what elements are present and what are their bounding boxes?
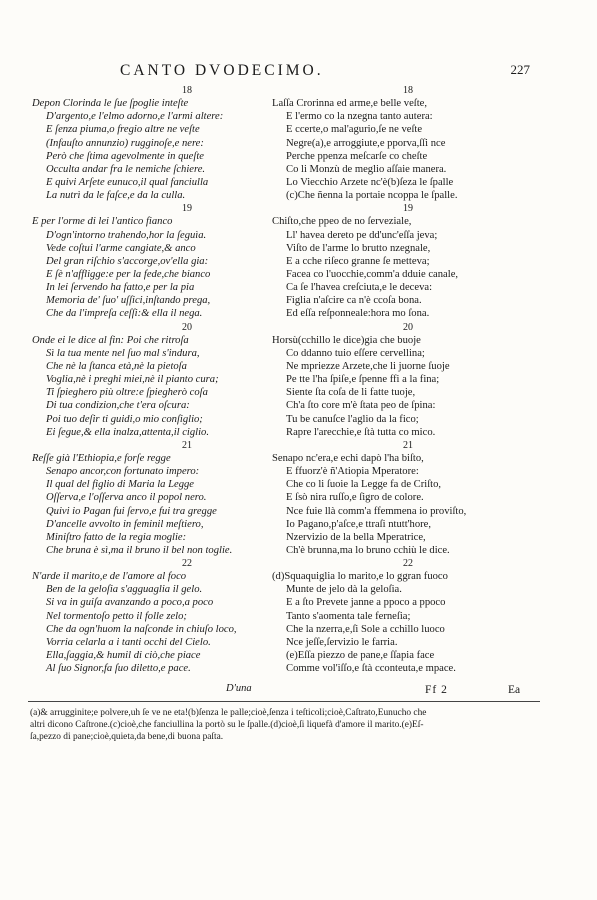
- verse-line: E a ſto Prevete janne a ppoco a ppoco: [286, 597, 446, 609]
- verse-line: Viſto de l'arme lo brutto nzegnale,: [286, 242, 431, 254]
- footnote-line: altri dicono Caſtrone.(c)cioè,che fanciullina la portò su le ſpalle.(d)cioè,ſi liquefà d'amore il marito.(e)Eſ-: [30, 720, 424, 730]
- footnote-line: (a)& arrugginite;e polvere,uh ſe ve ne eta!(b)ſenza le palle;cioè,ſenza i teſticoli;cioè,Caſtrato,Eunucho che: [30, 708, 427, 718]
- stanza-number: 19: [403, 203, 413, 215]
- verse-line: Occulta andar fra le nemiche ſchiere.: [46, 163, 206, 175]
- verse-line: D'ogn'intorno trahendo,hor la ſeguìa.: [46, 229, 207, 241]
- verse-line: Rapre l'arecchie,e ſtà tutta co mico.: [286, 426, 436, 438]
- verse-line: Ca ſe l'havea creſciuta,e le deceva:: [286, 282, 433, 294]
- verse-line: (Infauſto annunzio) rugginoſe,e nere:: [46, 137, 204, 149]
- verse-line: Al ſuo Signor,fa ſuo diletto,e pace.: [46, 663, 191, 675]
- verse-line: Che da ogn'huom la naſconde in chiuſo loco,: [46, 623, 237, 635]
- verse-line: Che la nzerra,e,ſi Sole a cchillo luoco: [286, 623, 445, 635]
- verse-line: Nce jeſſe,ſervizio le farria.: [286, 636, 398, 648]
- verse-line: Vede coſtui l'arme cangiate,& anco: [46, 242, 196, 254]
- neapolitan-column: [272, 84, 534, 675]
- verse-line: E ſè n'affligge:e per la fede,che bianco: [46, 268, 211, 280]
- verse-line: E per l'orme di lei l'antico fianco: [32, 216, 173, 228]
- verse-line: Che da l'impreſa ceſſi:& ella il nega.: [46, 308, 203, 320]
- verse-line: Nce fuie llà comm'a ffemmena io proviſto,: [286, 505, 467, 517]
- footnote-line: ſa,pezzo di pane;cioè,quieta,da bene,di buona paſta.: [30, 732, 224, 742]
- stanza-number: 21: [182, 439, 192, 451]
- verse-line: Ei ſegue,& ella inalza,attenta,il ciglio.: [46, 426, 210, 438]
- verse-line: Ed eſſa reſponneale:hora mo ſona.: [286, 308, 430, 320]
- verse-line: Reſſe già l'Ethiopia,e forſe regge: [32, 452, 171, 464]
- verse-line: Laſſa Crorinna ed arme,e belle veſte,: [272, 98, 428, 110]
- verse-line: Siente ſta coſa de li fatte tuoje,: [286, 387, 416, 399]
- stanza-number: 19: [182, 203, 192, 215]
- verse-line: Perche ppenza meſcarſe co cheſte: [286, 150, 428, 162]
- verse-line: Ti ſpieghero più oltre:e ſpiegherò coſa: [46, 387, 208, 399]
- verse-line: E ſsò nira ruſſo,e ſigro de colore.: [286, 492, 424, 504]
- verse-line: Senapo ancor,con fortunato impero:: [46, 466, 200, 478]
- verse-line: La nutrì da le faſce,e da la culla.: [46, 190, 186, 202]
- verse-line: Del gran riſchio s'accorge,ov'ella gia:: [46, 255, 209, 267]
- stanza-number: 18: [403, 85, 413, 96]
- stanza-number: 20: [182, 321, 192, 333]
- verse-line: Co li Monzù de meglio aſſaie manera.: [286, 163, 447, 175]
- stanza-number: 22: [403, 558, 413, 570]
- verse-line: Tu be canuſce l'aglio da la fico;: [286, 413, 419, 425]
- verse-line: Tanto s'aomenta tale ferneſia;: [286, 610, 411, 622]
- italian-column: [32, 84, 272, 675]
- verse-line: In lei ſervendo ha fatto,e per la pia: [46, 282, 195, 294]
- verse-line: D'ancelle avvolto in feminil meſtiero,: [46, 518, 204, 530]
- stanza-number: 21: [403, 439, 413, 451]
- verse-line: E l'ermo co la nzegna tanto autera:: [286, 111, 433, 123]
- verse-line: Memoria de' ſuo' uſſici,inſtando prega,: [46, 295, 211, 307]
- verse-line: Senapo nc'era,e echi dapò l'ha biſto,: [272, 452, 424, 464]
- verse-line: Io Pagano,p'aſce,e ttraſi ntutt'hore,: [286, 518, 432, 530]
- verse-line: Che co li ſuoie la Legge fa de Criſto,: [286, 479, 442, 491]
- verse-line: Horsù(cchillo le dice)gia che buoje: [272, 334, 421, 346]
- verse-line: Ne mpriezze Arzete,che li juorne ſuoje: [286, 360, 450, 372]
- verse-line: E ſenza piuma,o fregio altre ne veſte: [46, 124, 200, 136]
- page-number: 227: [510, 62, 530, 77]
- verse-line: Voglia,nè i preghi miei,nè il pianto cura;: [46, 374, 219, 386]
- verse-line: Però che ſtima agevolmente in queſte: [46, 150, 204, 162]
- stanza-number: 22: [182, 558, 192, 570]
- verse-line: Il qual del figlio di Maria la Legge: [46, 479, 195, 491]
- verse-line: D'argento,e l'elmo adorno,e l'armi altere:: [46, 111, 224, 123]
- verse-line: (d)Squaquiglia lo marito,e lo ggran fuoco: [272, 571, 448, 583]
- verse-line: Ch'a ſto core m'è ſtata peo de ſpina:: [286, 400, 436, 412]
- verse-line: Negre(a),e arroggiute,e pporva,ſſi nce: [286, 137, 446, 149]
- verse-line: Chiſto,che ppeo de no ſerveziale,: [272, 216, 412, 228]
- verse-line: (c)Che ñenna la portaie ncoppa le ſpalle.: [286, 190, 458, 202]
- verse-line: Sì la tua mente nel ſuo mal s'indura,: [46, 347, 200, 359]
- verse-line: Ll' havea dereto pe dd'unc'eſſa jeva;: [286, 229, 438, 241]
- footnote-divider: [28, 701, 540, 702]
- canto-title: CANTO DVODECIMO.: [120, 62, 324, 79]
- verse-line: Figlia n'aſcire ca n'è ccoſa bona.: [286, 295, 422, 307]
- verse-line: Pe tte l'ha ſpiſe,e ſpenne ffi a la fina;: [286, 374, 440, 386]
- verse-line: Facea co l'uocchie,comm'a dduie canale,: [286, 268, 459, 280]
- verse-line: Nel tormentoſo petto il folle zelo;: [46, 610, 187, 622]
- verse-line: Co ddanno tuio eſſere cervellina;: [286, 347, 425, 359]
- catchword-left: D'una: [226, 683, 252, 694]
- verse-line: Onde ei le dice al fin: Poi che ritroſa: [32, 334, 189, 346]
- verse-line: Lo Viecchio Arzete nc'è(b)ſeza le ſpalle: [286, 176, 454, 188]
- verse-line: Ben de la geloſia s'agguaglia il gelo.: [46, 584, 203, 596]
- catchword-right: Ea: [508, 684, 521, 696]
- verse-line: Vorria celarla a i tanti occhi del Cielo.: [46, 636, 211, 648]
- page-header: [110, 62, 530, 82]
- verse-line: Poi tuo deſir ti guidi,o mio conſiglio;: [46, 413, 203, 425]
- signature-mark: Ff 2: [425, 684, 448, 696]
- verse-line: Munte de jelo dà la geloſia.: [286, 584, 402, 596]
- verse-line: E ccerte,o mal'agurio,ſe ne veſte: [286, 124, 423, 136]
- verse-line: Miniſtro fatto de la regia moglie:: [46, 531, 187, 543]
- footnotes: [30, 707, 542, 743]
- verse-line: Comme vol'iſſo,e ſtà cconteuta,e mpace.: [286, 663, 456, 675]
- verse-line: N'arde il marito,e de l'amore al foco: [32, 571, 187, 583]
- verse-line: Oſſerva,e l'oſſerva anco il popol nero.: [46, 492, 207, 504]
- verse-line: Si va in guiſa avanzando a poco,a poco: [46, 597, 214, 609]
- verse-line: Depon Clorinda le ſue ſpoglie inteſte: [32, 98, 189, 110]
- verse-line: Quivi io Pagan fui ſervo,e fui tra gregge: [46, 505, 217, 517]
- verse-line: Di tua condizion,che t'era oſcura:: [46, 400, 190, 412]
- stanza-number: 20: [403, 321, 413, 333]
- verse-line: Che nè la ſtanca età,nè la pietoſa: [46, 360, 187, 372]
- verse-line: Ch'è brunna,ma lo bruno cchiù le dice.: [286, 544, 450, 556]
- verse-line: Che bruna è sì,ma il bruno il bel non toglie.: [46, 544, 233, 556]
- verse-line: (e)Eſſa piezzo de pane,e ſſapia face: [286, 650, 435, 662]
- verse-line: Nzervizio de la bella Mperatrice,: [286, 531, 426, 543]
- verse-line: E a cche riſeco granne ſe metteva;: [286, 255, 430, 267]
- stanza-number: 18: [182, 85, 192, 96]
- verse-line: E quivi Arſete eunuco,il qual fanciulla: [46, 176, 209, 188]
- verse-line: Ella,ſaggia,& humil di ciò,che piace: [46, 650, 201, 662]
- verse-line: E ffuorz'è ñ'Atiopia Mperatore:: [286, 466, 419, 478]
